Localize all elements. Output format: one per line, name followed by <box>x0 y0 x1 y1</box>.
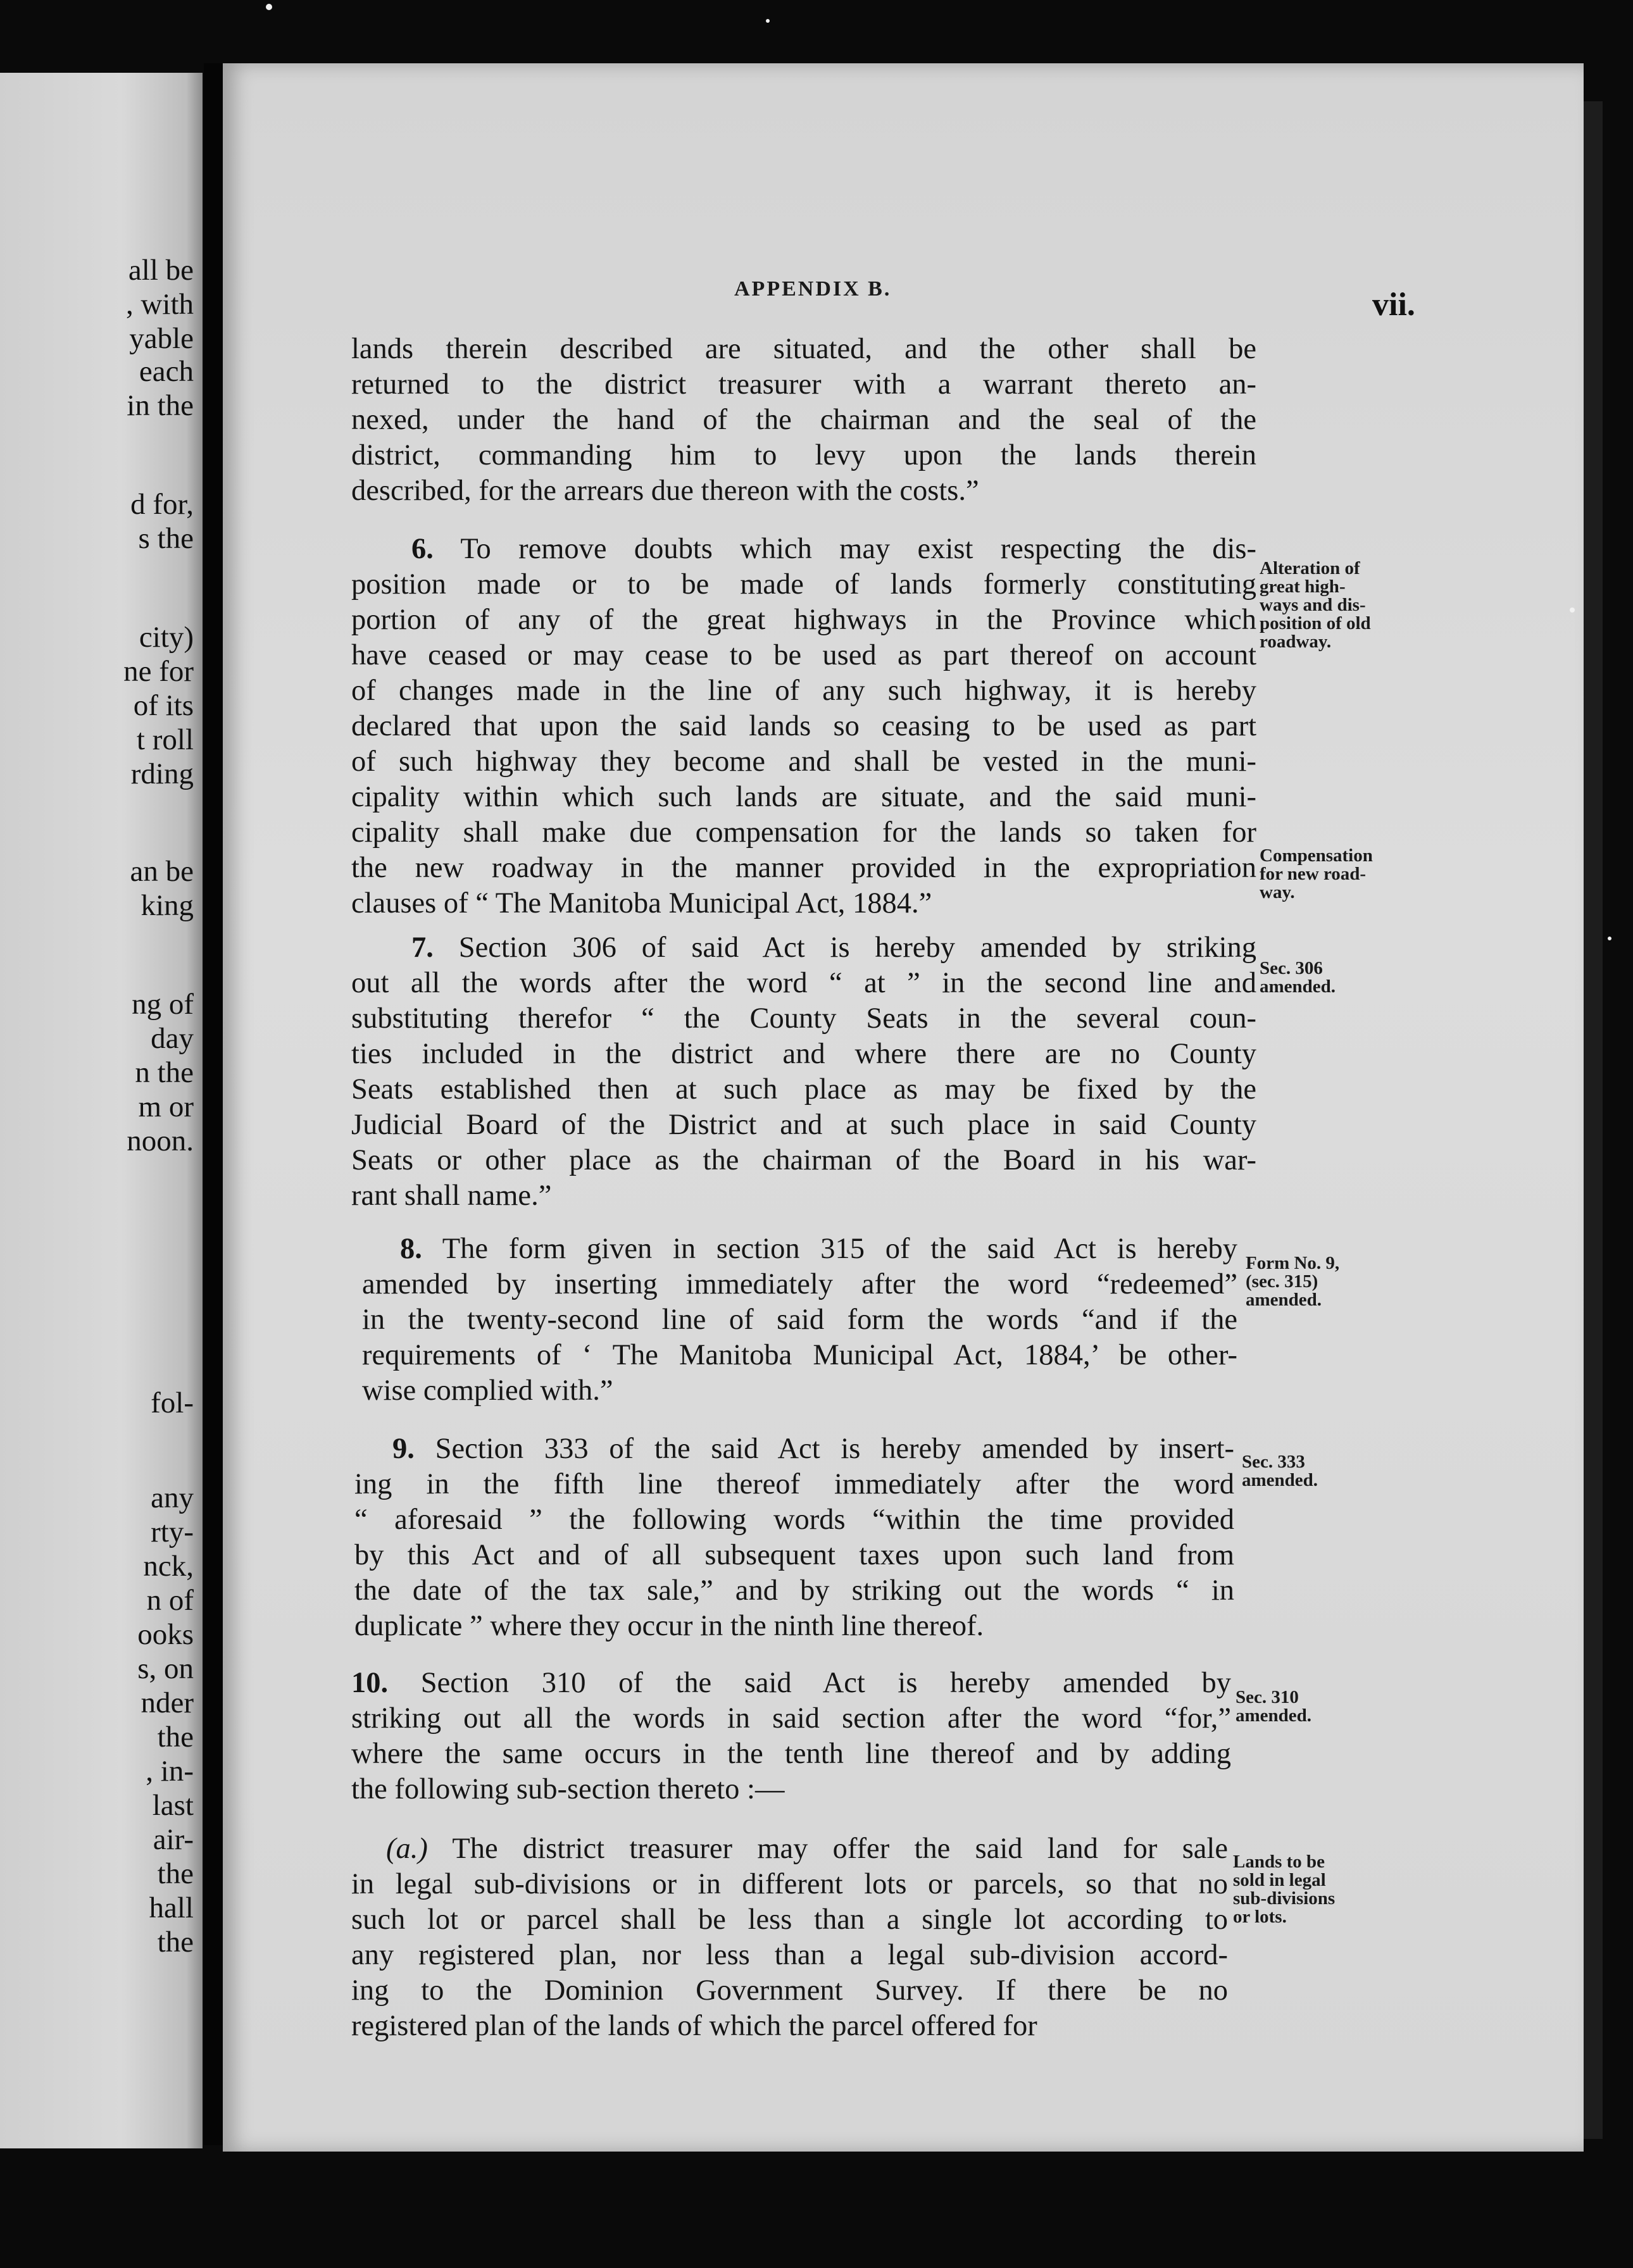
text-line: in legal sub-divisions or in different lots or parcels, so that no <box>351 1868 1228 1900</box>
facing-page-text-fragment: air- <box>153 1823 194 1856</box>
margin-note-alteration <box>1260 559 1418 651</box>
facing-page-text-fragment: an be <box>130 855 194 888</box>
text-line: striking out all the words in said section after the word “for,” <box>351 1702 1231 1735</box>
text-line <box>362 1231 1237 1267</box>
text-line: registered plan of the lands of which the parcel offered for <box>351 2010 1037 2042</box>
text-line: amended by inserting immediately after the word “redeemed” <box>362 1268 1237 1300</box>
text-line: duplicate ” where they occur in the ninth line thereof. <box>354 1610 984 1642</box>
facing-page-text-fragment: fol- <box>151 1386 194 1419</box>
text-line: returned to the district treasurer with a warrant thereto an- <box>351 368 1256 401</box>
margin-note-line: amended. <box>1246 1290 1322 1310</box>
margin-note-line: great high- <box>1260 576 1346 597</box>
margin-note-line: Alteration of <box>1260 558 1360 578</box>
line-text: Section 333 of the said Act is hereby amended by insert- <box>435 1433 1235 1465</box>
text-line: by this Act and of all subsequent taxes upon such land from <box>354 1539 1234 1571</box>
text-line <box>354 1431 1234 1467</box>
section-7 <box>351 930 1256 1214</box>
facing-page-text-fragment: king <box>141 889 194 922</box>
facing-page-text-fragment: ng of <box>132 988 194 1021</box>
text-line: such lot or parcel shall be less than a single lot according to <box>351 1904 1228 1936</box>
facing-page-text-fragment: ne for <box>123 655 194 688</box>
facing-page-text-fragment: m or <box>138 1090 194 1123</box>
section-number: 9. <box>392 1433 415 1465</box>
facing-page-text-fragment: city) <box>139 621 194 654</box>
margin-note-compensation <box>1260 847 1418 902</box>
text-line: position made or to be made of lands formerly constituting <box>351 568 1256 601</box>
margin-note-line: roadway. <box>1260 632 1332 652</box>
facing-page-text-fragment: the <box>157 1857 194 1890</box>
text-line: rant shall name.” <box>351 1180 552 1212</box>
text-line: lands therein described are situated, and the other shall be <box>351 333 1256 365</box>
margin-note-lands-to-be-sold <box>1233 1853 1391 1926</box>
margin-note-line: amended. <box>1242 1470 1318 1490</box>
section-10 <box>351 1666 1231 1807</box>
facing-page-text-fragment: , in- <box>146 1755 194 1788</box>
text-line: cipality within which such lands are situate, and the said muni- <box>351 781 1256 813</box>
margin-note-line: Sec. 306 <box>1260 958 1323 978</box>
margin-note-line: Form No. 9, <box>1246 1253 1340 1273</box>
text-line: out all the words after the word “ at ” in the second line and <box>351 967 1256 999</box>
text-line <box>351 1831 1228 1867</box>
facing-page-text-fragment: ooks <box>137 1618 194 1651</box>
margin-note-line: Compensation <box>1260 845 1373 866</box>
text-line: the date of the tax sale,” and by striking out the words “ in <box>354 1574 1234 1607</box>
margin-note-line: amended. <box>1236 1705 1312 1726</box>
facing-page-text-fragment: rding <box>130 757 194 790</box>
text-line <box>351 1666 1231 1701</box>
text-line: “ aforesaid ” the following words “within the time provided <box>354 1504 1234 1536</box>
section-8 <box>362 1231 1237 1409</box>
facing-page-text-fragment: in the <box>127 389 194 422</box>
section-number: 6. <box>411 533 434 565</box>
text-line: clauses of “ The Manitoba Municipal Act, 1884.” <box>351 887 932 919</box>
facing-page-left <box>0 73 203 2148</box>
text-line: described, for the arrears due thereon with the costs.” <box>351 475 979 507</box>
facing-page-text-fragment: t roll <box>136 723 194 756</box>
facing-page-text-fragment: , with <box>125 288 194 321</box>
text-line: declared that upon the said lands so ceasing to be used as part <box>351 710 1256 742</box>
text-line: ing in the fifth line thereof immediately after the word <box>354 1468 1234 1500</box>
margin-note-sec-310 <box>1236 1688 1394 1725</box>
facing-page-text-fragment: nder <box>141 1686 194 1719</box>
text-line: Seats or other place as the chairman of the Board in his war- <box>351 1144 1256 1176</box>
subsection-label: (a.) <box>386 1833 428 1865</box>
margin-note-form-9 <box>1246 1254 1404 1309</box>
margin-note-line: way. <box>1260 882 1295 902</box>
text-line: the new roadway in the manner provided in the expropriation <box>351 852 1256 884</box>
text-line: Judicial Board of the District and at such place in said County <box>351 1109 1256 1141</box>
margin-note-sec-306 <box>1260 959 1418 996</box>
paragraph-continuation <box>351 332 1256 509</box>
text-line: where the same occurs in the tenth line thereof and by adding <box>351 1738 1231 1770</box>
margin-note-line: sub-divisions <box>1233 1888 1336 1909</box>
facing-page-text-fragment: the <box>157 1926 194 1959</box>
facing-page-text-fragment: d for, <box>130 488 194 521</box>
section-number: 8. <box>400 1233 422 1265</box>
text-line <box>351 532 1256 567</box>
text-line: the following sub-section thereto :— <box>351 1773 785 1805</box>
facing-page-text-fragment: yable <box>129 322 194 355</box>
margin-note-line: sold in legal <box>1233 1870 1326 1890</box>
running-head: APPENDIX B. <box>734 277 892 301</box>
facing-page-text-fragment: rty- <box>151 1516 194 1548</box>
facing-page-text-fragment: noon. <box>127 1125 194 1157</box>
dust-speck <box>1608 937 1611 940</box>
margin-note-line: Sec. 310 <box>1236 1687 1299 1707</box>
dust-speck <box>1570 608 1575 613</box>
subsection-a <box>351 1831 1228 2044</box>
margin-note-line: (sec. 315) <box>1246 1271 1318 1292</box>
facing-page-text-fragment: any <box>151 1481 194 1514</box>
section-6 <box>351 532 1256 921</box>
text-line: requirements of ‘ The Manitoba Municipal Act, 1884,’ be other- <box>362 1339 1237 1371</box>
margin-note-sec-333 <box>1242 1453 1400 1490</box>
dust-speck <box>266 4 272 10</box>
page-number: vii. <box>1372 287 1415 323</box>
text-line: have ceased or may cease to be used as part thereof on account <box>351 639 1256 671</box>
book-gutter <box>204 63 223 2145</box>
text-line: in the twenty-second line of said form the words “and if the <box>362 1304 1237 1336</box>
text-line: any registered plan, nor less than a legal sub-division accord- <box>351 1939 1228 1971</box>
facing-page-text-fragment: s, on <box>137 1652 194 1685</box>
margin-note-line: amended. <box>1260 976 1336 997</box>
text-line: wise complied with.” <box>362 1374 613 1407</box>
facing-page-text-fragment: nck, <box>143 1550 194 1583</box>
facing-page-text-fragment: n the <box>135 1056 194 1089</box>
facing-page-text-fragment: hall <box>149 1891 194 1924</box>
line-text: The district treasurer may offer the said land for sale <box>452 1833 1228 1865</box>
facing-page-text-fragment: last <box>152 1789 194 1822</box>
margin-note-line: ways and dis- <box>1260 595 1366 615</box>
text-line: substituting therefor “ the County Seats in the several coun- <box>351 1002 1256 1035</box>
text-line <box>351 930 1256 966</box>
text-line: ties included in the district and where there are no County <box>351 1038 1256 1070</box>
line-text: Section 306 of said Act is hereby amended by striking <box>458 932 1256 964</box>
facing-page-text-fragment: n of <box>146 1584 194 1617</box>
margin-note-line: position of old <box>1260 613 1371 633</box>
margin-note-line: or lots. <box>1233 1907 1287 1927</box>
dust-speck <box>766 19 770 23</box>
facing-page-text-fragment: of its <box>133 689 194 722</box>
facing-page-text-fragment: all be <box>128 254 194 287</box>
text-line: cipality shall make due compensation for the lands so taken for <box>351 816 1256 849</box>
facing-page-text-fragment: the <box>157 1721 194 1754</box>
text-line: of such highway they become and shall be vested in the muni- <box>351 745 1256 778</box>
section-9 <box>354 1431 1234 1644</box>
text-line: nexed, under the hand of the chairman and the seal of the <box>351 404 1256 436</box>
margin-note-line: for new road- <box>1260 864 1367 884</box>
page-edge-right <box>1584 101 1603 2139</box>
margin-note-line: Sec. 333 <box>1242 1452 1305 1472</box>
facing-page-text-fragment: s the <box>138 522 194 555</box>
text-line: ing to the Dominion Government Survey. If there be no <box>351 1974 1228 2007</box>
section-number: 10. <box>351 1667 389 1699</box>
text-line: portion of any of the great highways in the Province which <box>351 604 1256 636</box>
facing-page-text-fragment: each <box>139 355 194 388</box>
text-line: district, commanding him to levy upon the lands therein <box>351 439 1256 471</box>
text-line: Seats established then at such place as may be fixed by the <box>351 1073 1256 1106</box>
margin-note-line: Lands to be <box>1233 1852 1325 1872</box>
text-line: of changes made in the line of any such highway, it is hereby <box>351 675 1256 707</box>
section-number: 7. <box>411 932 434 964</box>
line-text: The form given in section 315 of the said Act is hereby <box>442 1233 1238 1265</box>
facing-page-text-fragment: day <box>151 1022 194 1055</box>
line-text: Section 310 of the said Act is hereby amended by <box>420 1667 1231 1699</box>
line-text: To remove doubts which may exist respecting the dis- <box>460 533 1256 565</box>
